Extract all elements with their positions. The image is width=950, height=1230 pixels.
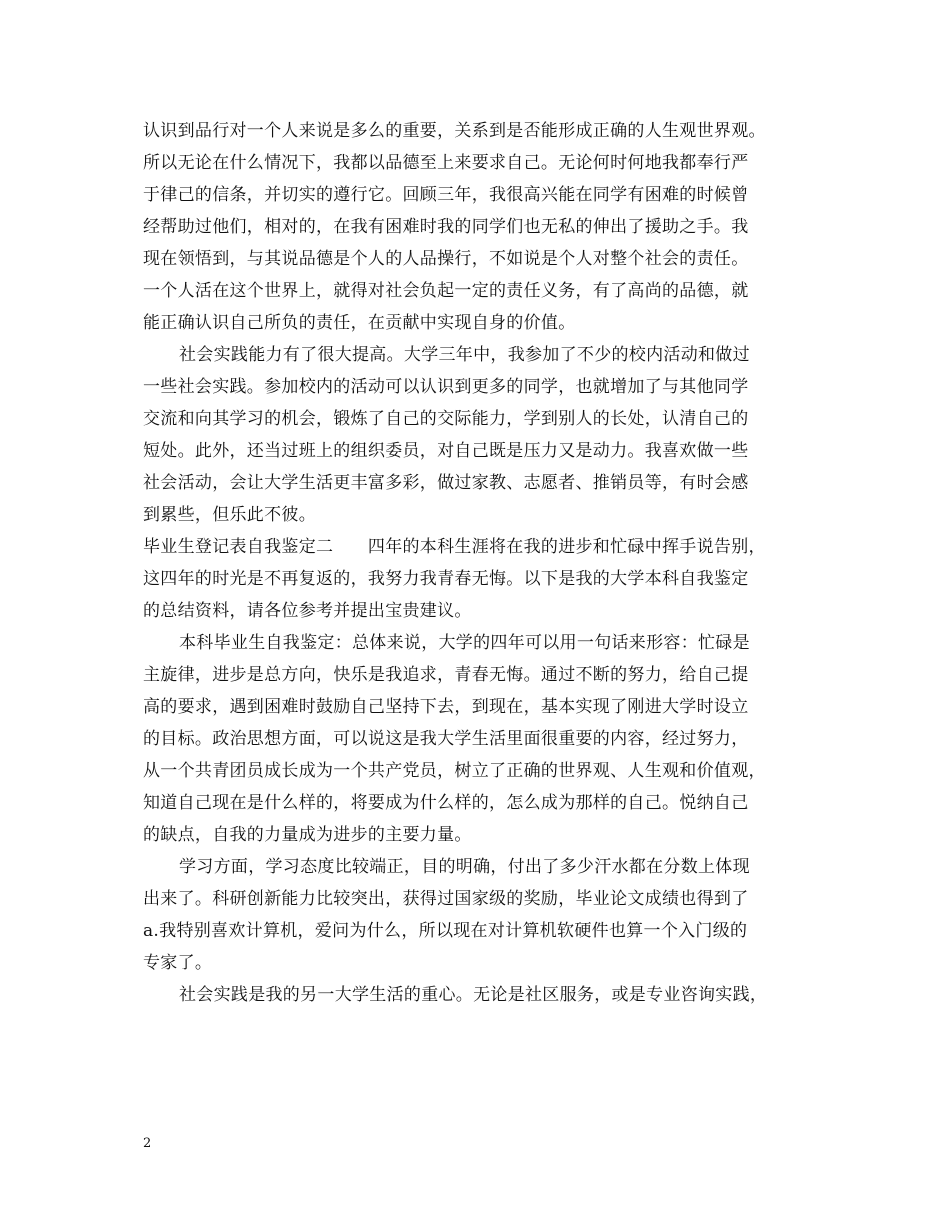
text-line: 能正确认识自己所负的责任，在贡献中实现自身的价值。 (143, 313, 576, 333)
text-line: 出来了。科研创新能力比较突出，获得过国家级的奖励，毕业论文成绩也得到了 (143, 889, 749, 909)
text-line: 认识到品行对一个人来说是多么的重要，关系到是否能形成正确的人生观世界观。 (143, 121, 766, 141)
text-line: 于律己的信条，并切实的遵行它。回顾三年，我很高兴能在同学有困难的时候曾 (143, 185, 749, 205)
text-line: 现在领悟到，与其说品德是个人的人品操行，不如说是个人对整个社会的责任。 (143, 249, 749, 269)
text-line: 从一个共青团员成长成为一个共产党员，树立了正确的世界观、人生观和价值观， (143, 761, 766, 781)
text-line: 社会活动，会让大学生活更丰富多彩，做过家教、志愿者、推销员等，有时会感 (143, 473, 749, 493)
text-line: 本科毕业生自我鉴定：总体来说，大学的四年可以用一句话来形容：忙碌是 (179, 633, 750, 653)
text-line: 的缺点，自我的力量成为进步的主要力量。 (143, 825, 472, 845)
text-line: 短处。此外，还当过班上的组织委员，对自己既是压力又是动力。我喜欢做一些 (143, 441, 749, 461)
text-line: 经帮助过他们，相对的，在我有困难时我的同学们也无私的伸出了援助之手。我 (143, 217, 749, 237)
body-text (143, 115, 823, 1011)
text-line: 的总结资料，请各位参考并提出宝贵建议。 (143, 601, 472, 621)
text-line: 毕业生登记表自我鉴定二 四年的本科生涯将在我的进步和忙碌中挥手说告别， (143, 537, 766, 557)
text-line: 所以无论在什么情况下，我都以品德至上来要求自己。无论何时何地我都奉行严 (143, 153, 749, 173)
page-number: 2 (143, 1136, 152, 1151)
text-line: 高的要求，遇到困难时鼓励自己坚持下去，到现在，基本实现了刚进大学时设立 (143, 697, 749, 717)
text-line: 知道自己现在是什么样的，将要成为什么样的，怎么成为那样的自己。悦纳自己 (143, 793, 749, 813)
text-line: 社会实践能力有了很大提高。大学三年中，我参加了不少的校内活动和做过 (179, 345, 750, 365)
text-line: 的目标。政治思想方面，可以说这是我大学生活里面很重要的内容，经过努力， (143, 729, 749, 749)
text-line: 主旋律，进步是总方向，快乐是我追求，青春无悔。通过不断的努力，给自己提 (143, 665, 749, 685)
text-line: 一些社会实践。参加校内的活动可以认识到更多的同学，也就增加了与其他同学 (143, 377, 749, 397)
text-line: a.我特别喜欢计算机，爱问为什么，所以现在对计算机软硬件也算一个入门级的 (143, 921, 748, 941)
text-line: 到累些，但乐此不彼。 (143, 505, 316, 525)
text-line: 这四年的时光是不再复返的，我努力我青春无悔。以下是我的大学本科自我鉴定 (143, 569, 749, 589)
text-line: 学习方面，学习态度比较端正，目的明确，付出了多少汗水都在分数上体现 (179, 857, 750, 877)
text-line: 一个人活在这个世界上，就得对社会负起一定的责任义务，有了高尚的品德，就 (143, 281, 749, 301)
text-line: 社会实践是我的另一大学生活的重心。无论是社区服务，或是专业咨询实践， (179, 985, 768, 1005)
text-line: 专家了。 (143, 953, 213, 973)
text-line: 交流和向其学习的机会，锻炼了自己的交际能力，学到别人的长处，认清自己的 (143, 409, 749, 429)
